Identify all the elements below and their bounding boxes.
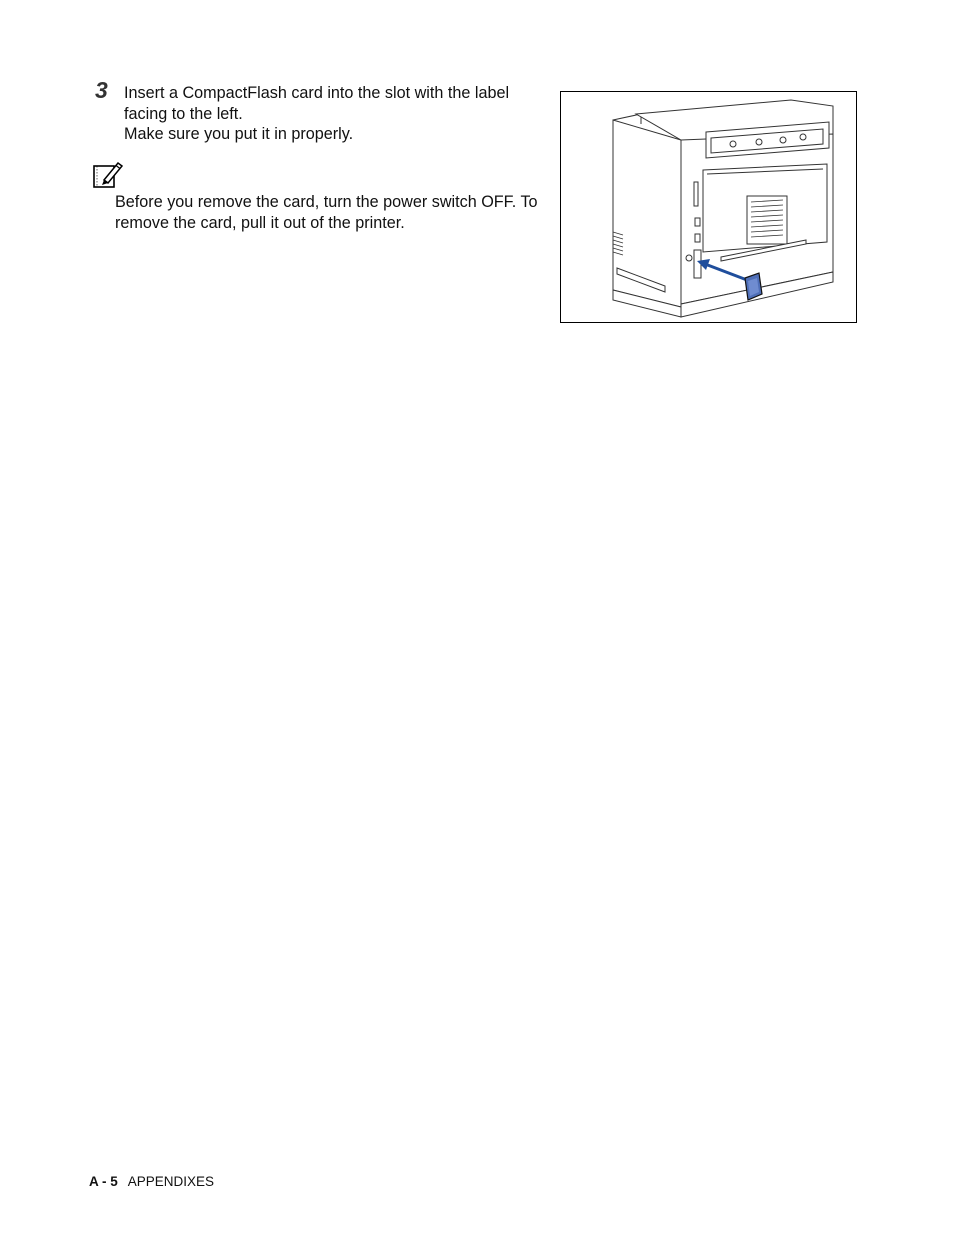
step-line-2: Make sure you put it in properly. xyxy=(124,125,354,143)
printer-illustration xyxy=(560,91,857,323)
step-instructions xyxy=(124,83,544,145)
step-line-1: Insert a CompactFlash card into the slot with the label facing to the left. xyxy=(124,84,510,123)
note-text: Before you remove the card, turn the power switch OFF. To remove the card, pull it out of the printer. xyxy=(115,193,538,232)
section-name: APPENDIXES xyxy=(127,1174,215,1189)
step-number: 3 xyxy=(95,77,108,103)
page-footer xyxy=(89,1174,214,1189)
page-number: A - 5 xyxy=(89,1174,118,1189)
note-pencil-icon xyxy=(92,160,124,190)
